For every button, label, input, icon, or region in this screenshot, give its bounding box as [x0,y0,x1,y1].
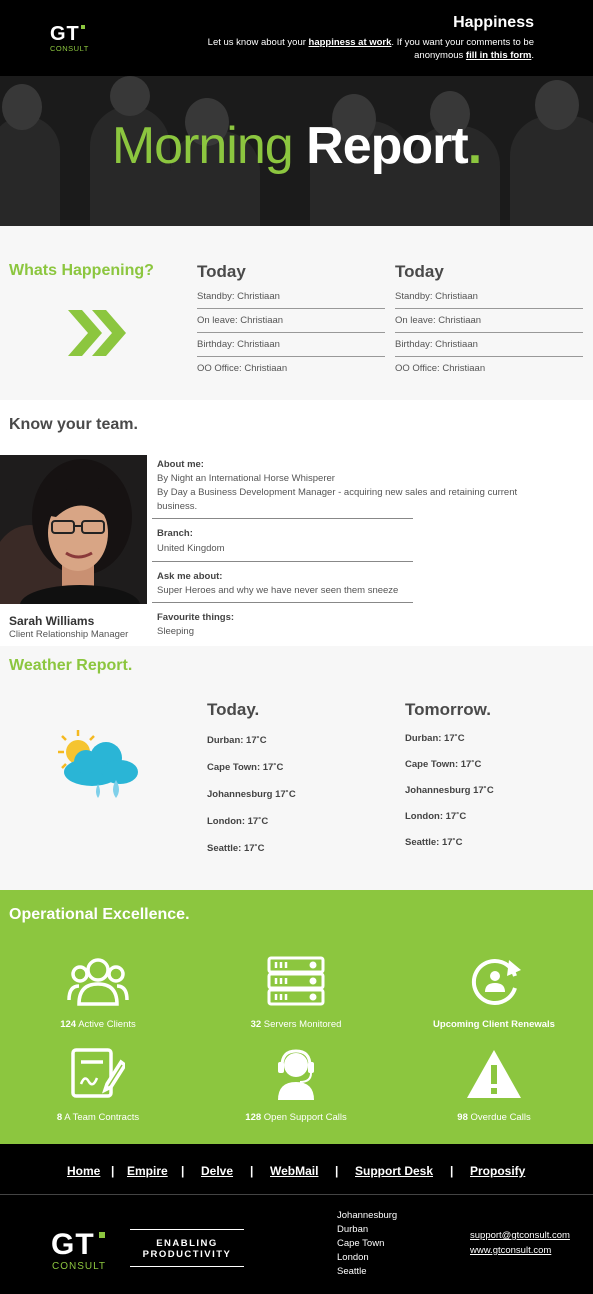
stat-open-support-calls [206,1112,386,1123]
nav-separator: | [111,1164,115,1178]
hero-title [0,116,593,176]
happening-item: Birthday: Christiaan [197,339,385,357]
weather-tomorrow-heading: Tomorrow. [405,700,491,719]
happening-col-heading: Today [395,262,444,281]
nav-home-link[interactable]: Home [67,1164,101,1178]
weather-tomorrow-item: Seattle: 17˚C [405,837,463,848]
stat-number: 124 [60,1019,77,1030]
weather-tomorrow-item: Cape Town: 17˚C [405,759,482,770]
whats-happening-title: Whats Happening? [9,262,154,279]
office-city: Seattle [337,1266,367,1277]
nav-proposify-link[interactable]: Proposify [470,1164,526,1178]
stat-label: Servers Monitored [261,1019,342,1030]
ask-value: Super Heroes and why we have never seen them sneeze [157,585,399,596]
happiness-at-work-link[interactable]: happiness at work [308,37,392,48]
stat-label: Open Support Calls [261,1112,347,1123]
nav-separator: | [335,1164,339,1178]
happening-item: Standby: Christiaan [395,291,583,309]
gt-consult-logo [50,22,100,54]
stat-servers-monitored [206,1019,386,1030]
support-agent-icon [276,1048,316,1105]
hero-title-word: Morning [111,117,293,175]
svg-text:GT: GT [51,1228,95,1261]
stat-label: Active Clients [76,1019,136,1030]
weather-tomorrow-item: London: 17˚C [405,811,467,822]
stat-label: Overdue Calls [467,1112,531,1123]
stat-number: 128 [245,1112,262,1123]
weather-today-item: Cape Town: 17˚C [207,762,284,773]
happiness-text-part: Let us know about your [207,37,309,48]
tagline-box [130,1229,244,1267]
about-label: About me: [157,459,204,470]
nav-separator: | [181,1164,185,1178]
about-line: By Night an International Horse Whisperer [157,473,335,484]
hero-banner [0,76,593,226]
happiness-text-part: . [531,50,534,61]
gt-consult-footer-logo [51,1227,121,1276]
sun-cloud-rain-icon [56,728,142,807]
happiness-text [174,36,534,62]
stat-team-contracts [8,1112,188,1123]
weather-tomorrow-item: Johannesburg 17˚C [405,785,494,796]
weather-today-heading: Today. [207,700,260,719]
office-city: Johannesburg [337,1210,398,1221]
header-bar [0,0,593,76]
weather-today-item: London: 17˚C [207,816,269,827]
stat-label: A Team Contracts [62,1112,140,1123]
favourite-label: Favourite things: [157,612,235,623]
team-member-name: Sarah Williams [9,614,95,628]
whats-happening-section [0,226,593,400]
weather-tomorrow-item: Durban: 17˚C [405,733,465,744]
happening-item: Birthday: Christiaan [395,339,583,357]
team-member-role: Client Relationship Manager [9,629,129,640]
contract-icon [71,1048,125,1105]
office-city: Cape Town [337,1238,385,1249]
nav-webmail-link[interactable]: WebMail [270,1164,319,1178]
tagline-line: ENABLING [156,1238,218,1249]
weather-title: Weather Report. [9,657,133,674]
happening-item: OO Office: Christiaan [197,363,288,374]
hero-title-word: Report [306,117,468,175]
happening-col-heading: Today [197,262,246,281]
happiness-title: Happiness [453,14,534,31]
svg-text:CONSULT: CONSULT [50,44,89,53]
hero-title-dot: . [467,117,482,175]
svg-text:GT: GT [50,23,80,45]
weather-today-item: Durban: 17˚C [207,735,267,746]
happening-item: Standby: Christiaan [197,291,385,309]
office-city: London [337,1252,369,1263]
server-icon [267,956,325,1011]
double-chevron-icon [68,310,128,361]
website-link[interactable]: www.gtconsult.com [470,1245,552,1256]
stat-number: 98 [457,1112,468,1123]
team-member-photo [0,455,147,604]
branch-label: Branch: [157,528,193,539]
happening-item: OO Office: Christiaan [395,363,486,374]
stat-number: 32 [250,1019,262,1030]
renewal-icon [469,954,523,1013]
nav-support-desk-link[interactable]: Support Desk [355,1164,434,1178]
users-icon [67,956,129,1011]
footer [0,1195,593,1294]
support-email-link[interactable]: support@gtconsult.com [470,1230,570,1241]
favourite-value: Sleeping [157,626,194,637]
weather-today-item: Seattle: 17˚C [207,843,265,854]
ops-title: Operational Excellence. [9,906,190,923]
nav-delve-link[interactable]: Delve [201,1164,234,1178]
nav-separator: | [250,1164,254,1178]
tagline-line: PRODUCTIVITY [142,1249,232,1260]
happiness-text-part: . If you want your comments to be anonymous [391,37,534,61]
office-city: Durban [337,1224,369,1235]
stat-active-clients [8,1019,188,1030]
fill-in-form-link[interactable]: fill in this form [465,50,532,61]
footer-nav [0,1144,593,1195]
happening-item: On leave: Christiaan [197,315,385,333]
nav-separator: | [450,1164,454,1178]
stat-upcoming-renewals [404,1019,584,1030]
stat-number: 8 [56,1112,63,1123]
stat-label: Upcoming Client Renewals [433,1019,555,1030]
divider [152,518,413,519]
weather-section [0,646,593,890]
team-title: Know your team. [9,416,138,433]
nav-empire-link[interactable]: Empire [127,1164,168,1178]
weather-today-item: Johannesburg 17˚C [207,789,296,800]
divider [152,602,413,603]
branch-value: United Kingdom [157,543,225,554]
divider [152,561,413,562]
svg-text:CONSULT: CONSULT [52,1261,107,1271]
happening-item: On leave: Christiaan [395,315,583,333]
about-line: By Day a Business Development Manager - acquiring new sales and retaining current business. [157,487,518,512]
operational-excellence-section [0,890,593,1144]
ask-label: Ask me about: [157,571,223,582]
warning-icon [465,1048,523,1105]
stat-overdue-calls [404,1112,584,1123]
